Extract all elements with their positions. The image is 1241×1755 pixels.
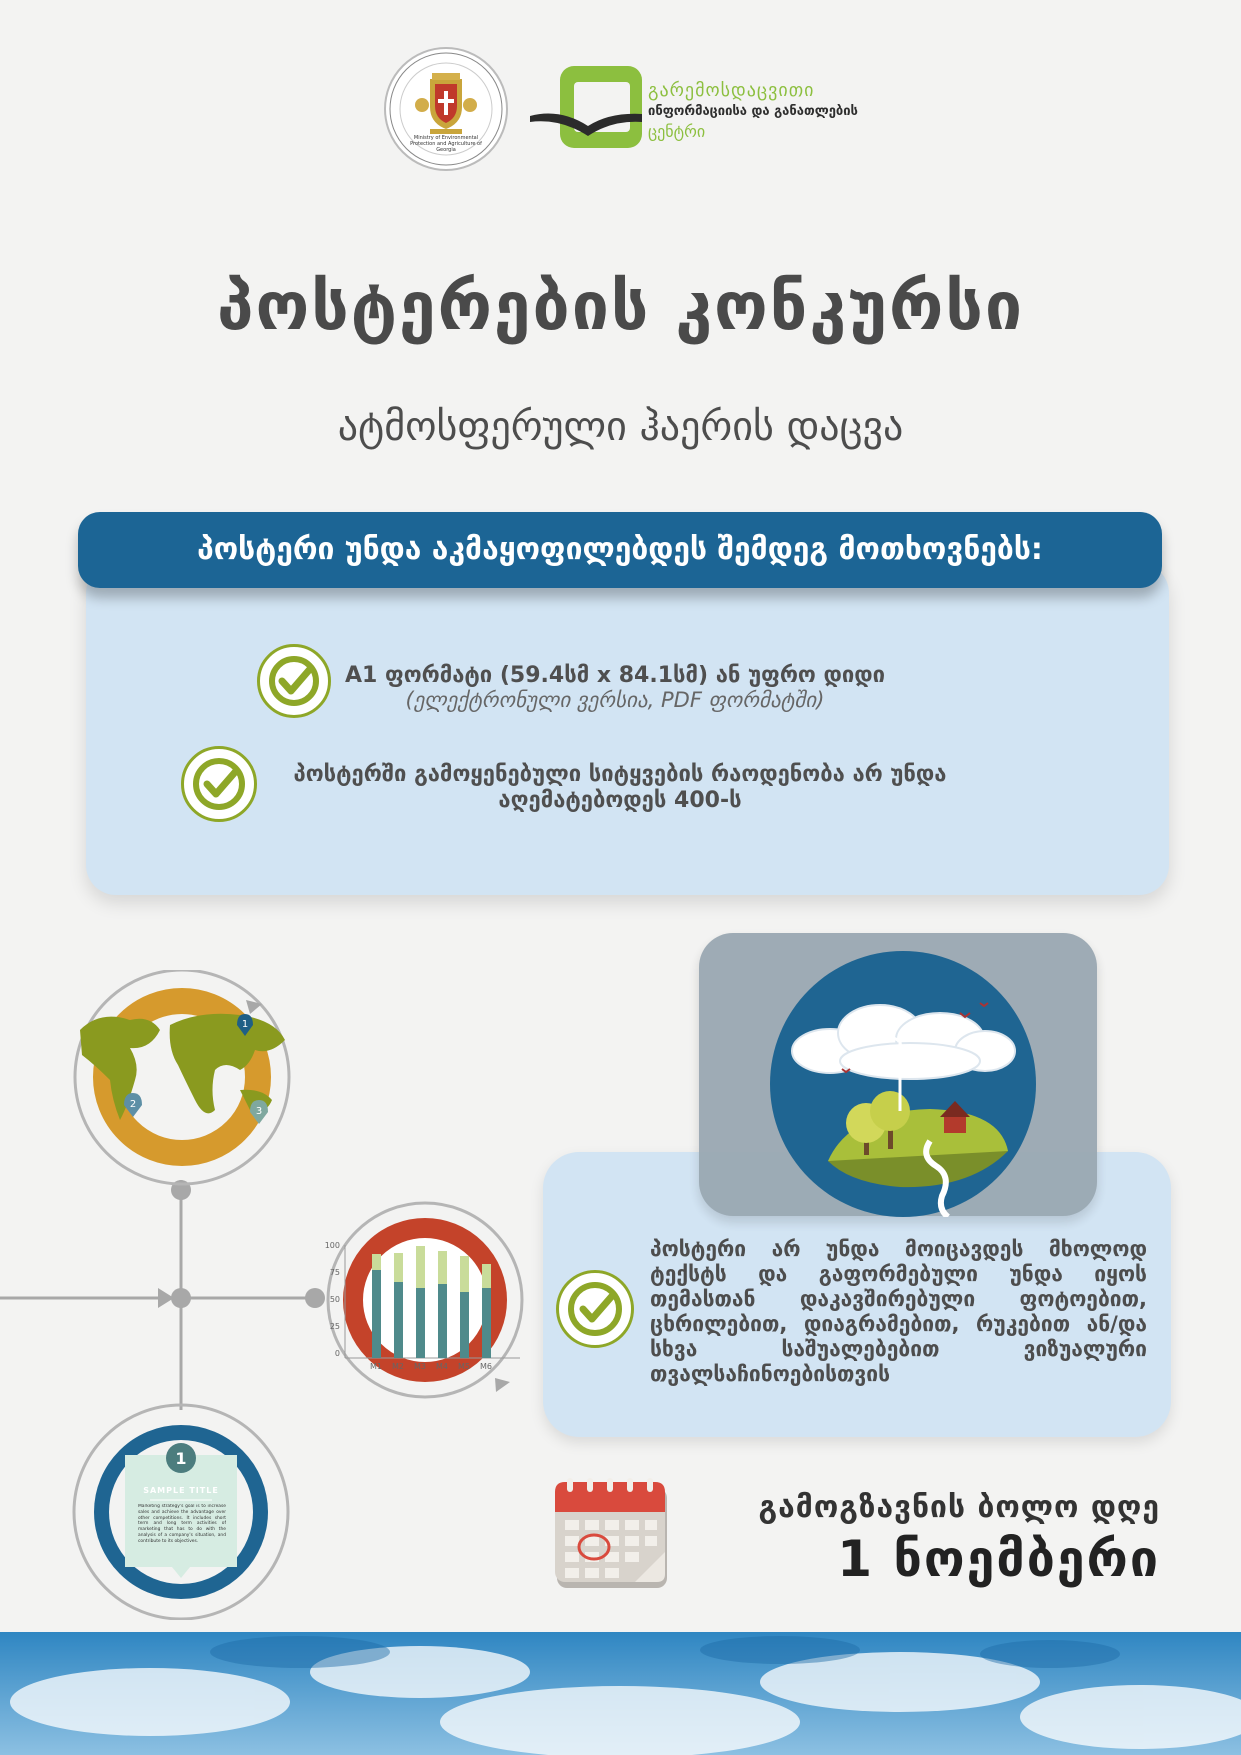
- check-icon: [556, 1270, 634, 1348]
- ministry-logo-text: Ministry of Environmental Protection and Agriculture of Georgia: [410, 135, 482, 153]
- svg-text:75: 75: [329, 1268, 340, 1277]
- page-title: პოსტერების კონკურსი: [216, 268, 1025, 345]
- watercolor-footer: [0, 1632, 1241, 1755]
- deadline-label: გამოგზავნის ბოლო დღე: [758, 1490, 1160, 1525]
- svg-text:3: 3: [255, 1106, 263, 1117]
- svg-text:1: 1: [241, 1019, 249, 1030]
- requirement-word-count-line1: პოსტერში გამოყენებული სიტყვების რაოდენობა არ უნდა: [293, 762, 947, 787]
- svg-text:25: 25: [329, 1322, 340, 1331]
- svg-text:M6: M6: [480, 1362, 492, 1371]
- requirement-format: A1 ფორმატი (59.4სმ x 84.1სმ) ან უფრო დიდი: [344, 663, 886, 688]
- svg-text:1: 1: [175, 1449, 187, 1468]
- svg-text:M2: M2: [392, 1362, 404, 1371]
- requirement-format-note: (ელექტრონული ვერსია, PDF ფორმატში): [405, 688, 825, 712]
- book-icon: [530, 64, 650, 154]
- infographic-illustration: [0, 970, 540, 1620]
- svg-text:M1: M1: [370, 1362, 382, 1371]
- center-logo-line2: ინფორმაციისა და განათლების: [648, 104, 858, 119]
- requirements-banner: პოსტერი უნდა აკმაყოფილებდეს შემდეგ მოთხოვნებს:: [78, 512, 1162, 588]
- svg-text:50: 50: [329, 1295, 340, 1304]
- ministry-logo: [384, 47, 508, 171]
- svg-text:100: 100: [324, 1241, 340, 1250]
- svg-text:2: 2: [129, 1099, 137, 1110]
- svg-text:M3: M3: [414, 1362, 426, 1371]
- requirement-word-count: [260, 762, 980, 814]
- svg-text:SAMPLE TITLE: SAMPLE TITLE: [143, 1486, 219, 1495]
- center-logo-line1: გარემოსდაცვითი: [648, 80, 815, 101]
- deadline-date: 1 ნოემბერი: [837, 1530, 1160, 1588]
- requirement-word-count-line2: აღემატებოდეს 400-ს: [498, 788, 742, 813]
- calendar-icon: [553, 1478, 675, 1592]
- check-icon: [181, 746, 257, 822]
- center-logo-line3: ცენტრი: [648, 122, 706, 141]
- svg-text:0: 0: [334, 1349, 340, 1358]
- environmental-center-logo: [530, 64, 865, 154]
- svg-text:M4: M4: [436, 1362, 448, 1371]
- requirements-panel: [86, 563, 1169, 895]
- visuals-requirement-text: პოსტერი არ უნდა მოიცავდეს მხოლოდ ტექსტს და გაფორმებული უნდა იყოს თემასთან დაკავშირებული ფოტოებით, ცხრილებით, დიაგრამებით, რუკებით ან/და სხვა საშუალებებით ვიზუალური თვალსაჩინოებისთვის: [650, 1237, 1147, 1386]
- page-subtitle: ატმოსფერული ჰაერის დაცვა: [337, 404, 904, 450]
- svg-text:M5: M5: [458, 1362, 470, 1371]
- check-icon: [257, 644, 331, 718]
- wind-turbine-island-illustration: [770, 951, 1036, 1217]
- card-body-text: Marketing strategy's goal is to increase sales and achieve the advantage over other competitions. It includes short term and long term activities of marketing that has to do with the analysis of a company's situation, and contribute to its objectives.: [138, 1504, 226, 1544]
- world-map-icon: [80, 1017, 160, 1120]
